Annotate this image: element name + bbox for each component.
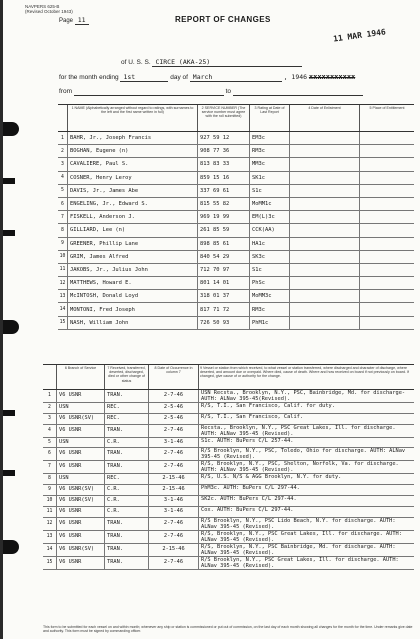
change-row: [43, 531, 414, 544]
entitlement-place: [360, 238, 414, 250]
rating: SK1c: [250, 172, 290, 184]
header-service-number: 2 SERVICE NUMBER (The service number must agree with the roll submitted): [198, 105, 250, 131]
personnel-row: [58, 277, 414, 290]
branch-of-service: V6 USNR: [57, 507, 105, 517]
branch-of-service: V6 USNR: [57, 461, 105, 473]
change-row: [43, 544, 414, 557]
enlistment-date: [290, 277, 360, 289]
service-number: 318 01 37: [198, 290, 250, 302]
binder-tab: [3, 410, 15, 416]
remarks: R/S, U.S. N/S & AGG Brooklyn, N.Y. for duty.: [201, 474, 342, 480]
status-change: REC.: [105, 414, 149, 424]
entitlement-place: [360, 264, 414, 276]
binder-tab: [3, 470, 15, 476]
branch-of-service: V6 USNR: [57, 448, 105, 460]
binder-hole-top: [3, 122, 19, 136]
status-change: C.R.: [105, 438, 149, 447]
rating: MM3c: [250, 158, 290, 170]
enlistment-date: [290, 290, 360, 302]
enlistment-date: [290, 303, 360, 315]
date-stamp: 11 MAR 1946: [332, 27, 387, 44]
occurrence-date: 3-1-46: [149, 438, 199, 447]
occurrence-date: 2-5-46: [149, 403, 199, 413]
occurrence-date: 3-1-46: [149, 507, 199, 517]
row-number: 1: [58, 132, 68, 144]
row-number: 6: [43, 448, 57, 460]
branch-of-service: USN: [57, 474, 105, 484]
change-row: [43, 461, 414, 474]
branch-of-service: V6 USNR(SV): [57, 496, 105, 506]
binder-tab: [3, 178, 15, 184]
month-line: for the month ending 1st day of March , 1946 xxxxxxxxxxx: [59, 73, 356, 81]
person-name: MATTHEWS, Howard E.: [68, 277, 198, 289]
service-number: 815 55 82: [198, 198, 250, 210]
personnel-row: [58, 290, 414, 303]
binder-tab: [3, 230, 15, 236]
remarks: USN Recsta., Brooklyn, N.Y., PSC, Bainbridge, Md. for discharge-AUTH: ALNav 395-45(Revised).: [201, 390, 406, 402]
entitlement-place: [360, 172, 414, 184]
enlistment-date: [290, 211, 360, 223]
entitlement-place: [360, 198, 414, 210]
personnel-row: [58, 158, 414, 171]
changes-table: [43, 364, 414, 570]
person-name: GILLIARD, Lee (n): [68, 224, 198, 236]
entitlement-place: [360, 211, 414, 223]
remarks: PhM3c. AUTH: BuPers C/L 297-44.: [201, 485, 300, 491]
entitlement-place: [360, 158, 414, 170]
personnel-row: [58, 185, 414, 198]
status-change: C.R.: [105, 507, 149, 517]
personnel-row: [58, 172, 414, 185]
row-number: 4: [58, 172, 68, 184]
rating: RM3c: [250, 145, 290, 157]
row-number: 9: [43, 485, 57, 495]
rating: PhSc: [250, 277, 290, 289]
enlistment-date: [290, 158, 360, 170]
enlistment-date: [290, 132, 360, 144]
row-number: 12: [43, 518, 57, 530]
branch-of-service: V6 USNR: [57, 390, 105, 402]
header-remarks: 9 Vessel or station from which received, to what vessel or station transferred, where discharged and character of discharge, where deserted, and amount due or overpaid. Where died, cause of death. Where and how received on board if not previously on board. If changed, give cause of or authority for the change.: [200, 366, 409, 379]
header-status: 7 Received, transferred, deserted, discharged, died or other change of status: [105, 365, 149, 389]
row-number: 14: [43, 544, 57, 556]
personnel-row: [58, 238, 414, 251]
change-row: [43, 425, 414, 438]
month-value: March: [190, 73, 282, 82]
personnel-row: [58, 145, 414, 158]
status-change: TRAN.: [105, 518, 149, 530]
status-change: TRAN.: [105, 448, 149, 460]
occurrence-date: 2-7-46: [149, 518, 199, 530]
remarks: R/S, Brooklyn, N.Y., PSC Great Lakes, Ill. for discharge. AUTH: ALNav 395-45 (Revised).: [201, 531, 402, 543]
service-number: 908 77 36: [198, 145, 250, 157]
service-number: 337 69 61: [198, 185, 250, 197]
binder-hole-bottom: [3, 540, 19, 554]
row-number: 3: [43, 414, 57, 424]
occurrence-date: 3-1-46: [149, 496, 199, 506]
person-name: JAKOBS, Jr., Julius John: [68, 264, 198, 276]
row-number: 7: [58, 211, 68, 223]
person-name: NASH, William John: [68, 317, 198, 329]
row-number: 2: [43, 403, 57, 413]
rating: MoMM3c: [250, 290, 290, 302]
entitlement-place: [360, 277, 414, 289]
enlistment-date: [290, 198, 360, 210]
occurrence-date: 2-7-46: [149, 390, 199, 402]
personnel-row: [58, 264, 414, 277]
branch-of-service: V6 USNR: [57, 425, 105, 437]
from-to-line: from to: [59, 88, 363, 96]
service-number: 927 59 12: [198, 132, 250, 144]
row-number: 1: [43, 390, 57, 402]
change-row: [43, 474, 414, 485]
header-date: 8 Date of Occurrence in column 7: [149, 365, 199, 389]
enlistment-date: [290, 145, 360, 157]
branch-of-service: USN: [57, 403, 105, 413]
rating: PhM1c: [250, 317, 290, 329]
occurrence-date: 2-15-46: [149, 544, 199, 556]
change-row: [43, 448, 414, 461]
service-number: 898 85 61: [198, 238, 250, 250]
change-row: [43, 496, 414, 507]
enlistment-date: [290, 264, 360, 276]
person-name: BOGHAN, Eugene (n): [68, 145, 198, 157]
status-change: TRAN.: [105, 544, 149, 556]
service-number: 859 15 16: [198, 172, 250, 184]
personnel-row: [58, 317, 414, 330]
row-number: 10: [43, 496, 57, 506]
row-number: 11: [58, 264, 68, 276]
enlistment-date: [290, 251, 360, 263]
header-entitlement: 5 Place of Entitlement: [369, 106, 405, 110]
change-row: [43, 414, 414, 425]
personnel-table-header: [58, 104, 414, 132]
row-number: 9: [58, 238, 68, 250]
enlistment-date: [290, 172, 360, 184]
service-number: 726 50 93: [198, 317, 250, 329]
service-number: 261 85 59: [198, 224, 250, 236]
status-change: C.R.: [105, 485, 149, 495]
service-number: 813 83 33: [198, 158, 250, 170]
enlistment-date: [290, 238, 360, 250]
form-code: NAVPERS 625-B (Revised October 1943): [25, 4, 73, 14]
branch-of-service: V6 USNR: [57, 557, 105, 569]
branch-of-service: V6 USNR(SV): [57, 544, 105, 556]
person-name: McINTOSH, Donald Loyd: [68, 290, 198, 302]
entitlement-place: [360, 132, 414, 144]
rating: S1c: [250, 264, 290, 276]
personnel-row: [58, 132, 414, 145]
rating: CCK(AA): [250, 224, 290, 236]
status-change: REC.: [105, 474, 149, 484]
entitlement-place: [360, 290, 414, 302]
personnel-row: [58, 198, 414, 211]
remarks: R/S, T.I., San Francisco, Calif. for duty.: [201, 403, 335, 409]
row-number: 15: [43, 557, 57, 569]
footer-note: This form to be submitted for each vessel on and within month; whenever any ship or station is commissioned or put out of commission, on the last day of each month showing all changes for the month for the time. Under remarks give date and authority. This form must be signed by commanding officer.: [43, 625, 413, 633]
entitlement-place: [360, 185, 414, 197]
occurrence-date: 2-15-46: [149, 485, 199, 495]
status-change: TRAN.: [105, 557, 149, 569]
header-branch: 6 Branch of Service: [57, 365, 105, 389]
row-number: 10: [58, 251, 68, 263]
person-name: BAHR, Jr., Joseph Francis: [68, 132, 198, 144]
remarks: R/S, Brooklyn, N.Y., PSC, Shelton, Norfolk, Va. for discharge. AUTH: ALNav 395-45 (Revised).: [201, 461, 399, 473]
remarks: R/S Brooklyn, N.Y., PSC, Toledo, Ohio for discharge. AUTH: ALNav 395-45 (Revised).: [201, 448, 406, 460]
page-number-line: Page 11: [59, 16, 89, 25]
entitlement-place: [360, 251, 414, 263]
status-change: C.R.: [105, 496, 149, 506]
branch-of-service: USN: [57, 438, 105, 447]
service-number: 840 54 29: [198, 251, 250, 263]
row-number: 11: [43, 507, 57, 517]
personnel-table: [58, 104, 414, 330]
entitlement-place: [360, 317, 414, 329]
header-rating: 3 Rating at Date of Last Report: [250, 105, 290, 131]
ship-line: of U. S. S. CIRCE (AKA-25): [121, 58, 302, 67]
person-name: MONTONI, Fred Joseph: [68, 303, 198, 315]
change-row: [43, 403, 414, 414]
branch-of-service: V6 USNR(SV): [57, 414, 105, 424]
personnel-row: [58, 251, 414, 264]
row-number: 5: [43, 438, 57, 447]
person-name: CAVALIERE, Paul S.: [68, 158, 198, 170]
remarks: S1c. AUTH: BuPers C/L 257-44.: [201, 438, 294, 444]
person-name: COSNER, Henry Leroy: [68, 172, 198, 184]
service-number: 801 14 01: [198, 277, 250, 289]
row-number: 6: [58, 198, 68, 210]
person-name: FISKELL, Anderson J.: [68, 211, 198, 223]
occurrence-date: 2-7-46: [149, 425, 199, 437]
year-value: , 1946: [283, 73, 308, 81]
person-name: GREENER, Phillip Lane: [68, 238, 198, 250]
row-number: 14: [58, 303, 68, 315]
remarks: SK2c. AUTH: BuPers C/L 297-44.: [201, 496, 297, 502]
ship-name: CIRCE (AKA-25): [152, 58, 302, 67]
row-number: 7: [43, 461, 57, 473]
change-row: [43, 438, 414, 448]
rating: EM3c: [250, 132, 290, 144]
rating: EM(L)3c: [250, 211, 290, 223]
status-change: TRAN.: [105, 461, 149, 473]
personnel-row: [58, 224, 414, 237]
binder-hole-middle: [3, 320, 19, 334]
rating: RM3c: [250, 303, 290, 315]
row-number: 12: [58, 277, 68, 289]
header-enlistment: 4 Date of Enlistment: [290, 105, 360, 131]
enlistment-date: [290, 317, 360, 329]
occurrence-date: 2-15-46: [149, 474, 199, 484]
remarks: R/S, Brooklyn, N.Y., PSC Bainbridge, Md. for discharge. AUTH: ALNav 395-45 (Revised).: [201, 544, 396, 556]
remarks: R/S, T.I., San Francisco, Calif.: [201, 414, 304, 420]
person-name: ENGELING, Jr., Edward S.: [68, 198, 198, 210]
status-change: TRAN.: [105, 531, 149, 543]
row-number: 8: [58, 224, 68, 236]
rating: S1c: [250, 185, 290, 197]
entitlement-place: [360, 224, 414, 236]
rating: HA1c: [250, 238, 290, 250]
change-row: [43, 485, 414, 496]
rating: SK3c: [250, 251, 290, 263]
status-change: TRAN.: [105, 425, 149, 437]
change-row: [43, 518, 414, 531]
entitlement-place: [360, 145, 414, 157]
person-name: GRIM, James Alfred: [68, 251, 198, 263]
entitlement-place: [360, 303, 414, 315]
person-name: DAVIS, Jr., James Abe: [68, 185, 198, 197]
occurrence-date: 2-7-46: [149, 557, 199, 569]
header-name: 1 NAME (Alphabetically arranged without regard to ratings, with surnames to the left and the first name written in full): [68, 105, 198, 131]
day-value: 1st: [120, 73, 168, 82]
status-change: REC.: [105, 403, 149, 413]
rating: MoMM1c: [250, 198, 290, 210]
branch-of-service: V6 USNR: [57, 518, 105, 530]
row-number: 2: [58, 145, 68, 157]
occurrence-date: 2-7-46: [149, 531, 199, 543]
service-number: 817 71 72: [198, 303, 250, 315]
row-number: 3: [58, 158, 68, 170]
changes-table-header: [43, 364, 414, 390]
row-number: 5: [58, 185, 68, 197]
row-number: 15: [58, 317, 68, 329]
remarks: R/S Brooklyn, N.Y., PSC Great Lakes, Ill. for discharge. AUTH: ALNav 395-45 (Revised).: [201, 557, 399, 569]
personnel-row: [58, 303, 414, 316]
row-number: 8: [43, 474, 57, 484]
page-title: REPORT OF CHANGES: [175, 15, 271, 24]
service-number: 969 19 99: [198, 211, 250, 223]
branch-of-service: V6 USNR(SV): [57, 485, 105, 495]
change-row: [43, 507, 414, 518]
page-number: 11: [75, 16, 89, 25]
change-row: [43, 390, 414, 403]
row-number: 4: [43, 425, 57, 437]
enlistment-date: [290, 224, 360, 236]
branch-of-service: V6 USNR: [57, 531, 105, 543]
row-number: 13: [58, 290, 68, 302]
remarks: R/S Brooklyn, N.Y., PSC Lido Beach, N.Y. for discharge. AUTH: ALNav 395-45 (Revised).: [201, 518, 396, 530]
remarks: Cox. AUTH: BuPers C/L 297-44.: [201, 507, 294, 513]
personnel-row: [58, 211, 414, 224]
struck-text: xxxxxxxxxxx: [308, 73, 356, 81]
occurrence-date: 2-7-46: [149, 461, 199, 473]
row-number: 13: [43, 531, 57, 543]
occurrence-date: 2-7-46: [149, 448, 199, 460]
service-number: 712 70 97: [198, 264, 250, 276]
remarks: Recsta., Brooklyn, N.Y., PSC Great Lakes, Ill. for discharge. AUTH: ALNav 395-45 (Revised).: [201, 425, 396, 437]
occurrence-date: 2-5-46: [149, 414, 199, 424]
enlistment-date: [290, 185, 360, 197]
change-row: [43, 557, 414, 570]
status-change: TRAN.: [105, 390, 149, 402]
